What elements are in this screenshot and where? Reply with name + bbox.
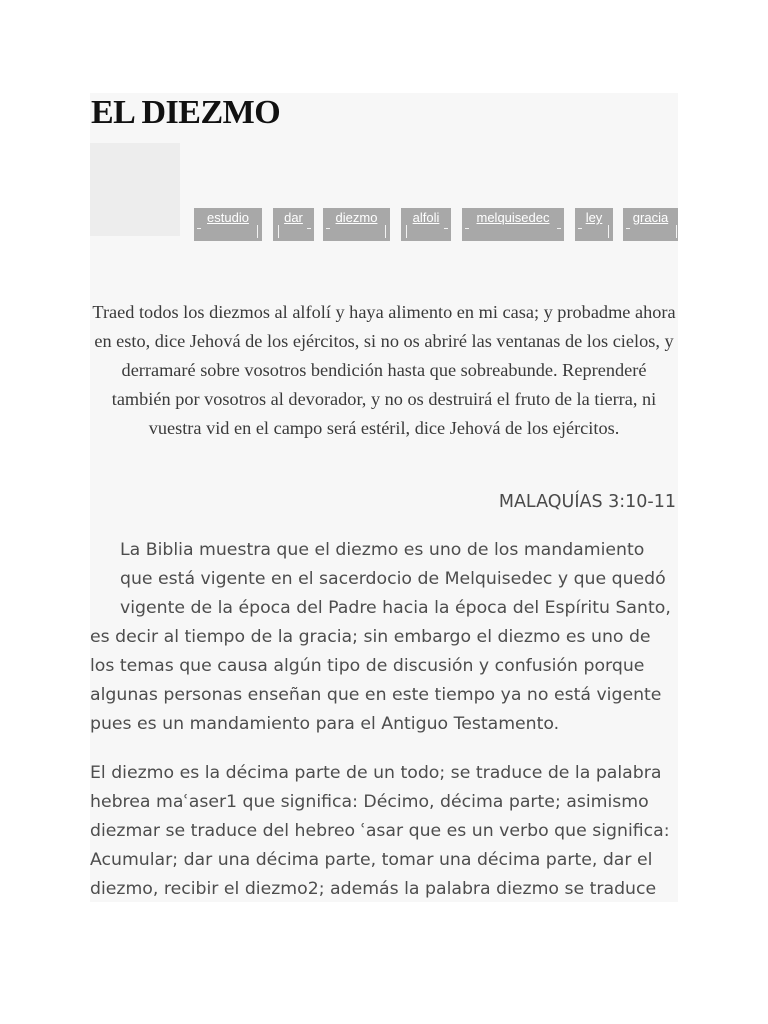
paragraph-line: diezmar se traduce del hebreo ʿasar que es un verbo que significa: (90, 821, 670, 841)
tag-label[interactable]: estudio (207, 210, 249, 225)
paragraph-line: vigente de la época del Padre hacia la época del Espíritu Santo, (120, 598, 671, 618)
body-paragraph (90, 759, 678, 902)
paragraph-line: hebrea maʿaser1 que significa: Décimo, décima parte; asimismo (90, 792, 649, 812)
paragraph-line: El diezmo es la décima parte de un todo; se traduce de la palabra (90, 763, 662, 783)
paragraph-line: que está vigente en el sacerdocio de Melquisedec y que quedó (120, 569, 666, 589)
paragraph-line: los temas que causa algún tipo de discusión y confusión porque (90, 656, 645, 676)
tag-label[interactable]: dar (284, 210, 303, 225)
tag-label[interactable]: diezmo (335, 210, 378, 225)
thumbnail-image (90, 143, 180, 236)
tag-label[interactable]: gracia (632, 210, 669, 225)
paragraph-line: La Biblia muestra que el diezmo es uno de los mandamiento (120, 540, 645, 560)
document-title: EL DIEZMO (91, 94, 281, 131)
document-page (90, 93, 678, 902)
tag-estudio[interactable] (194, 208, 262, 241)
tag-label[interactable]: ley (585, 210, 603, 225)
tag-gracia[interactable] (623, 208, 678, 241)
paragraph-line: pues es un mandamiento para el Antiguo Testamento. (90, 714, 560, 734)
tag-label[interactable]: alfoli (412, 210, 440, 225)
tag-dar[interactable] (273, 208, 314, 241)
body-paragraph (90, 536, 678, 739)
tag-diezmo[interactable] (323, 208, 390, 241)
scripture-quote: Traed todos los diezmos al alfolí y haya alimento en mi casa; y probadme ahora en esto, dice Jehová de los ejércitos, si no os abriré las ventanas de los cielos, y derramaré sobre vosotros bendición hasta que sobreabunde. Reprenderé también por vosotros al devorador, y no os destruirá el fruto de la tierra, ni vuestra vid en el campo será estéril, dice Jehová de los ejércitos. (92, 302, 676, 438)
tag-ley[interactable] (575, 208, 613, 241)
tag-alfoli[interactable] (401, 208, 451, 241)
tag-list (194, 208, 678, 241)
paragraph-line: algunas personas enseñan que en este tiempo ya no está vigente (90, 685, 662, 705)
tag-label[interactable]: melquisedec (476, 210, 550, 225)
scripture-reference: MALAQUÍAS 3:10-11 (498, 492, 676, 512)
paragraph-line: es decir al tiempo de la gracia; sin embargo el diezmo es uno de (90, 627, 651, 647)
tag-melquisedec[interactable] (462, 208, 564, 241)
paragraph-line: Acumular; dar una décima parte, tomar una décima parte, dar el (90, 850, 653, 870)
paragraph-line: diezmo, recibir el diezmo2; además la palabra diezmo se traduce (90, 879, 657, 899)
